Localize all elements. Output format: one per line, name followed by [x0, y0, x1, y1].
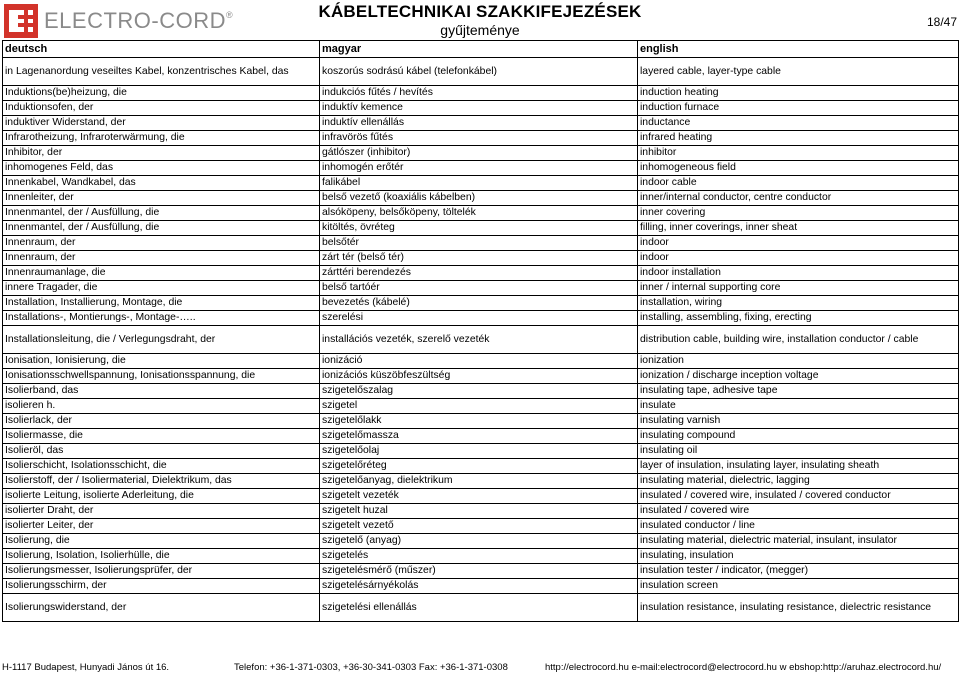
term-magyar: szigetelő (anyag) — [320, 534, 638, 549]
term-deutsch: Isolierstoff, der / Isoliermaterial, Dielektrikum, das — [3, 474, 320, 489]
term-deutsch: Innenkabel, Wandkabel, das — [3, 176, 320, 191]
term-magyar: szigetelőlakk — [320, 414, 638, 429]
table-row — [3, 414, 959, 429]
table-row — [3, 101, 959, 116]
table-row — [3, 444, 959, 459]
term-deutsch: Installation, Installierung, Montage, die — [3, 296, 320, 311]
table-row — [3, 429, 959, 444]
term-english: insulating tape, adhesive tape — [638, 384, 959, 399]
term-english: insulated / covered wire, insulated / covered conductor — [638, 489, 959, 504]
table-row — [3, 369, 959, 384]
table-row — [3, 564, 959, 579]
term-deutsch: Isolierschicht, Isolationsschicht, die — [3, 459, 320, 474]
term-english: indoor cable — [638, 176, 959, 191]
term-deutsch: Innenraum, der — [3, 251, 320, 266]
term-deutsch: Induktions(be)heizung, die — [3, 86, 320, 101]
term-english: filling, inner coverings, inner sheat — [638, 221, 959, 236]
term-english: insulated conductor / line — [638, 519, 959, 534]
term-deutsch: Isolierlack, der — [3, 414, 320, 429]
table-row — [3, 176, 959, 191]
term-deutsch: Infrarotheizung, Infraroterwärmung, die — [3, 131, 320, 146]
term-english: inner covering — [638, 206, 959, 221]
table-row — [3, 191, 959, 206]
table-row — [3, 131, 959, 146]
term-deutsch: Innenraumanlage, die — [3, 266, 320, 281]
term-magyar: belsőtér — [320, 236, 638, 251]
table-row — [3, 161, 959, 176]
table-row — [3, 311, 959, 326]
term-magyar: belső vezető (koaxiális kábelben) — [320, 191, 638, 206]
table-row — [3, 519, 959, 534]
term-english: insulate — [638, 399, 959, 414]
term-magyar: kitöltés, övréteg — [320, 221, 638, 236]
term-magyar: alsóköpeny, belsőköpeny, töltelék — [320, 206, 638, 221]
term-deutsch: Isolierband, das — [3, 384, 320, 399]
logo-text: ELECTRO-CORD® — [44, 8, 234, 33]
term-english: layer of insulation, insulating layer, insulating sheath — [638, 459, 959, 474]
term-english: infrared heating — [638, 131, 959, 146]
term-magyar: szigetelt vezeték — [320, 489, 638, 504]
term-deutsch: Installationsleitung, die / Verlegungsdraht, der — [3, 326, 320, 354]
table-row — [3, 251, 959, 266]
term-deutsch: Innenmantel, der / Ausfüllung, die — [3, 206, 320, 221]
term-magyar: installációs vezeték, szerelő vezeték — [320, 326, 638, 354]
term-deutsch: Innenleiter, der — [3, 191, 320, 206]
term-deutsch: isolierter Leiter, der — [3, 519, 320, 534]
term-english: insulation tester / indicator, (megger) — [638, 564, 959, 579]
term-english: insulation screen — [638, 579, 959, 594]
term-magyar: gátlószer (inhibitor) — [320, 146, 638, 161]
footer-address: H-1117 Budapest, Hunyadi János út 16. — [2, 662, 170, 673]
term-english: distribution cable, building wire, installation conductor / cable — [638, 326, 959, 354]
table-row — [3, 549, 959, 564]
term-english: insulating varnish — [638, 414, 959, 429]
term-magyar: koszorús sodrású kábel (telefonkábel) — [320, 58, 638, 86]
term-deutsch: Isolieröl, das — [3, 444, 320, 459]
term-magyar: szigetelőszalag — [320, 384, 638, 399]
table-row — [3, 504, 959, 519]
term-english: insulating material, dielectric, lagging — [638, 474, 959, 489]
table-row — [3, 579, 959, 594]
table-row — [3, 296, 959, 311]
term-english: indoor installation — [638, 266, 959, 281]
term-deutsch: Innenmantel, der / Ausfüllung, die — [3, 221, 320, 236]
term-english: layered cable, layer-type cable — [638, 58, 959, 86]
term-deutsch: Ionisation, Ionisierung, die — [3, 354, 320, 369]
term-magyar: szerelési — [320, 311, 638, 326]
term-english: inner / internal supporting core — [638, 281, 959, 296]
term-magyar: szigetelésárnyékolás — [320, 579, 638, 594]
term-deutsch: isolierte Leitung, isolierte Aderleitung, die — [3, 489, 320, 504]
footer-phone: Telefon: +36-1-371-0303, +36-30-341-0303 Fax: +36-1-371-0308 — [234, 662, 508, 673]
term-magyar: szigetel — [320, 399, 638, 414]
term-magyar: szigetelt huzal — [320, 504, 638, 519]
term-deutsch: isolierter Draht, der — [3, 504, 320, 519]
table-row — [3, 221, 959, 236]
term-english: insulating material, dielectric material, insulant, insulator — [638, 534, 959, 549]
table-row — [3, 399, 959, 414]
term-english: insulating oil — [638, 444, 959, 459]
term-deutsch: in Lagenanordung veseiltes Kabel, konzentrisches Kabel, das — [3, 58, 320, 86]
term-magyar: bevezetés (kábelé) — [320, 296, 638, 311]
column-header-magyar: magyar — [320, 41, 638, 58]
table-row — [3, 459, 959, 474]
term-deutsch: isolieren h. — [3, 399, 320, 414]
term-magyar: szigetelőolaj — [320, 444, 638, 459]
term-english: ionization — [638, 354, 959, 369]
term-deutsch: Ionisationsschwellspannung, Ionisationsspannung, die — [3, 369, 320, 384]
term-magyar: zárt tér (belső tér) — [320, 251, 638, 266]
term-english: induction furnace — [638, 101, 959, 116]
term-deutsch: Isolierungswiderstand, der — [3, 594, 320, 622]
column-header-english: english — [638, 41, 959, 58]
term-deutsch: inhomogenes Feld, das — [3, 161, 320, 176]
term-magyar: szigetelésmérő (műszer) — [320, 564, 638, 579]
table-row — [3, 281, 959, 296]
page-number: 18/47 — [926, 15, 957, 29]
document-subtitle: gyűjteménye — [440, 22, 520, 38]
column-header-deutsch: deutsch — [3, 41, 320, 58]
term-magyar: szigetelt vezető — [320, 519, 638, 534]
term-english: indoor — [638, 236, 959, 251]
term-magyar: zárttéri berendezés — [320, 266, 638, 281]
table-row — [3, 489, 959, 504]
term-magyar: induktív ellenállás — [320, 116, 638, 131]
term-english: induction heating — [638, 86, 959, 101]
term-deutsch: Induktionsofen, der — [3, 101, 320, 116]
table-row — [3, 146, 959, 161]
term-deutsch: Isolierungsmesser, Isolierungsprüfer, der — [3, 564, 320, 579]
term-magyar: szigetelőmassza — [320, 429, 638, 444]
table-row — [3, 58, 959, 86]
table-row — [3, 474, 959, 489]
term-magyar: szigetelés — [320, 549, 638, 564]
document-title: KÁBELTECHNIKAI SZAKKIFEJEZÉSEK — [318, 2, 642, 21]
term-deutsch: innere Tragader, die — [3, 281, 320, 296]
term-magyar: infravörös fűtés — [320, 131, 638, 146]
table-row — [3, 266, 959, 281]
term-magyar: ionizációs küszöbfeszültség — [320, 369, 638, 384]
term-english: insulated / covered wire — [638, 504, 959, 519]
term-deutsch: Innenraum, der — [3, 236, 320, 251]
term-magyar: induktív kemence — [320, 101, 638, 116]
term-english: inductance — [638, 116, 959, 131]
table-row — [3, 354, 959, 369]
table-row — [3, 534, 959, 549]
term-english: inhomogeneous field — [638, 161, 959, 176]
footer-web: http://electrocord.hu e-mail:electrocord@electrocord.hu w ebshop:http://aruhaz.electrocord.hu/ — [545, 662, 942, 673]
table-row — [3, 326, 959, 354]
term-magyar: belső tartóér — [320, 281, 638, 296]
term-deutsch: Isoliermasse, die — [3, 429, 320, 444]
term-deutsch: Isolierung, Isolation, Isolierhülle, die — [3, 549, 320, 564]
table-row — [3, 384, 959, 399]
term-deutsch: Isolierungsschirm, der — [3, 579, 320, 594]
term-deutsch: induktiver Widerstand, der — [3, 116, 320, 131]
term-magyar: indukciós fűtés / hevítés — [320, 86, 638, 101]
term-english: installing, assembling, fixing, erecting — [638, 311, 959, 326]
table-row — [3, 206, 959, 221]
term-magyar: szigetelési ellenállás — [320, 594, 638, 622]
term-english: ionization / discharge inception voltage — [638, 369, 959, 384]
term-english: insulating, insulation — [638, 549, 959, 564]
term-english: insulation resistance, insulating resistance, dielectric resistance — [638, 594, 959, 622]
term-english: indoor — [638, 251, 959, 266]
glossary-table — [2, 40, 959, 622]
term-magyar: inhomogén erőtér — [320, 161, 638, 176]
term-english: inner/internal conductor, centre conductor — [638, 191, 959, 206]
term-deutsch: Inhibitor, der — [3, 146, 320, 161]
term-magyar: szigetelőréteg — [320, 459, 638, 474]
table-row — [3, 86, 959, 101]
table-row — [3, 594, 959, 622]
term-deutsch: Isolierung, die — [3, 534, 320, 549]
term-magyar: szigetelőanyag, dielektrikum — [320, 474, 638, 489]
table-row — [3, 116, 959, 131]
table-row — [3, 236, 959, 251]
term-english: installation, wiring — [638, 296, 959, 311]
term-deutsch: Installations-, Montierungs-, Montage-….. — [3, 311, 320, 326]
term-magyar: ionizáció — [320, 354, 638, 369]
table-header-row — [3, 41, 959, 58]
term-english: inhibitor — [638, 146, 959, 161]
term-english: insulating compound — [638, 429, 959, 444]
term-magyar: falikábel — [320, 176, 638, 191]
